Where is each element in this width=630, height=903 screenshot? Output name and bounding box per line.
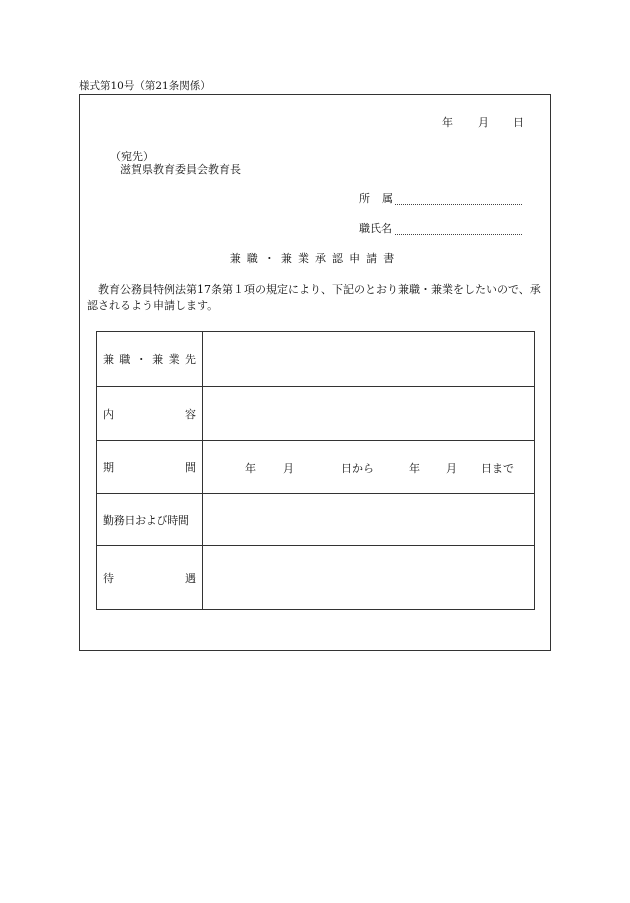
- recipient: 滋賀県教育委員会教育長: [120, 163, 241, 176]
- working-hours-value[interactable]: [203, 494, 535, 546]
- body-text: 教育公務員特例法第17条第１項の規定により、下記のとおり兼職・兼業をしたいので、承認されるよう申請します。: [87, 283, 541, 312]
- label-char: 待: [103, 571, 114, 585]
- label-char: 内: [103, 407, 114, 421]
- employer-value[interactable]: [203, 332, 535, 387]
- date-month: 月: [478, 116, 489, 129]
- details-table: [96, 331, 535, 610]
- employer-label: [97, 332, 203, 387]
- label-char: 遇: [185, 571, 196, 585]
- label-char: 容: [185, 407, 196, 421]
- label-char: 兼: [103, 353, 114, 366]
- document-title: 兼職・兼業承認申請書: [229, 252, 401, 265]
- date-year: 年: [442, 116, 453, 129]
- label-char: 間: [185, 461, 196, 474]
- label-char: 業: [168, 353, 180, 366]
- name-label: 職氏名: [359, 222, 392, 235]
- table-row: [97, 441, 535, 494]
- affiliation-char: 属: [382, 192, 393, 205]
- table-row: [97, 387, 535, 441]
- table-row: [97, 546, 535, 610]
- recipient-label: （宛先）: [110, 150, 154, 163]
- affiliation-char: 所: [359, 192, 370, 205]
- affiliation-line[interactable]: [395, 203, 522, 205]
- period-value[interactable]: [203, 441, 535, 494]
- affiliation-label: [359, 190, 393, 206]
- period-month-start: 月: [283, 462, 294, 475]
- period-month-end: 月: [446, 462, 457, 475]
- name-line[interactable]: [395, 233, 522, 235]
- period-day-from: 日から: [341, 462, 374, 475]
- content-label: [97, 387, 203, 441]
- period-year-start: 年: [245, 462, 256, 475]
- period-year-end: 年: [409, 462, 420, 475]
- date-day: 日: [513, 116, 524, 129]
- table-row: [97, 494, 535, 546]
- label-char: 先: [184, 353, 196, 366]
- form-number: 様式第10号（第21条関係）: [79, 80, 211, 92]
- table-row: [97, 332, 535, 387]
- label-char: 兼: [152, 353, 164, 366]
- period-label: [97, 441, 203, 494]
- label-char: ・: [135, 353, 147, 366]
- treatment-label: [97, 546, 203, 610]
- working-hours-label: 勤務日および時間: [97, 494, 203, 546]
- treatment-value[interactable]: [203, 546, 535, 610]
- content-value[interactable]: [203, 387, 535, 441]
- label-char: 期: [103, 461, 114, 474]
- period-day-until: 日まで: [481, 462, 514, 475]
- label-char: 職: [119, 353, 131, 366]
